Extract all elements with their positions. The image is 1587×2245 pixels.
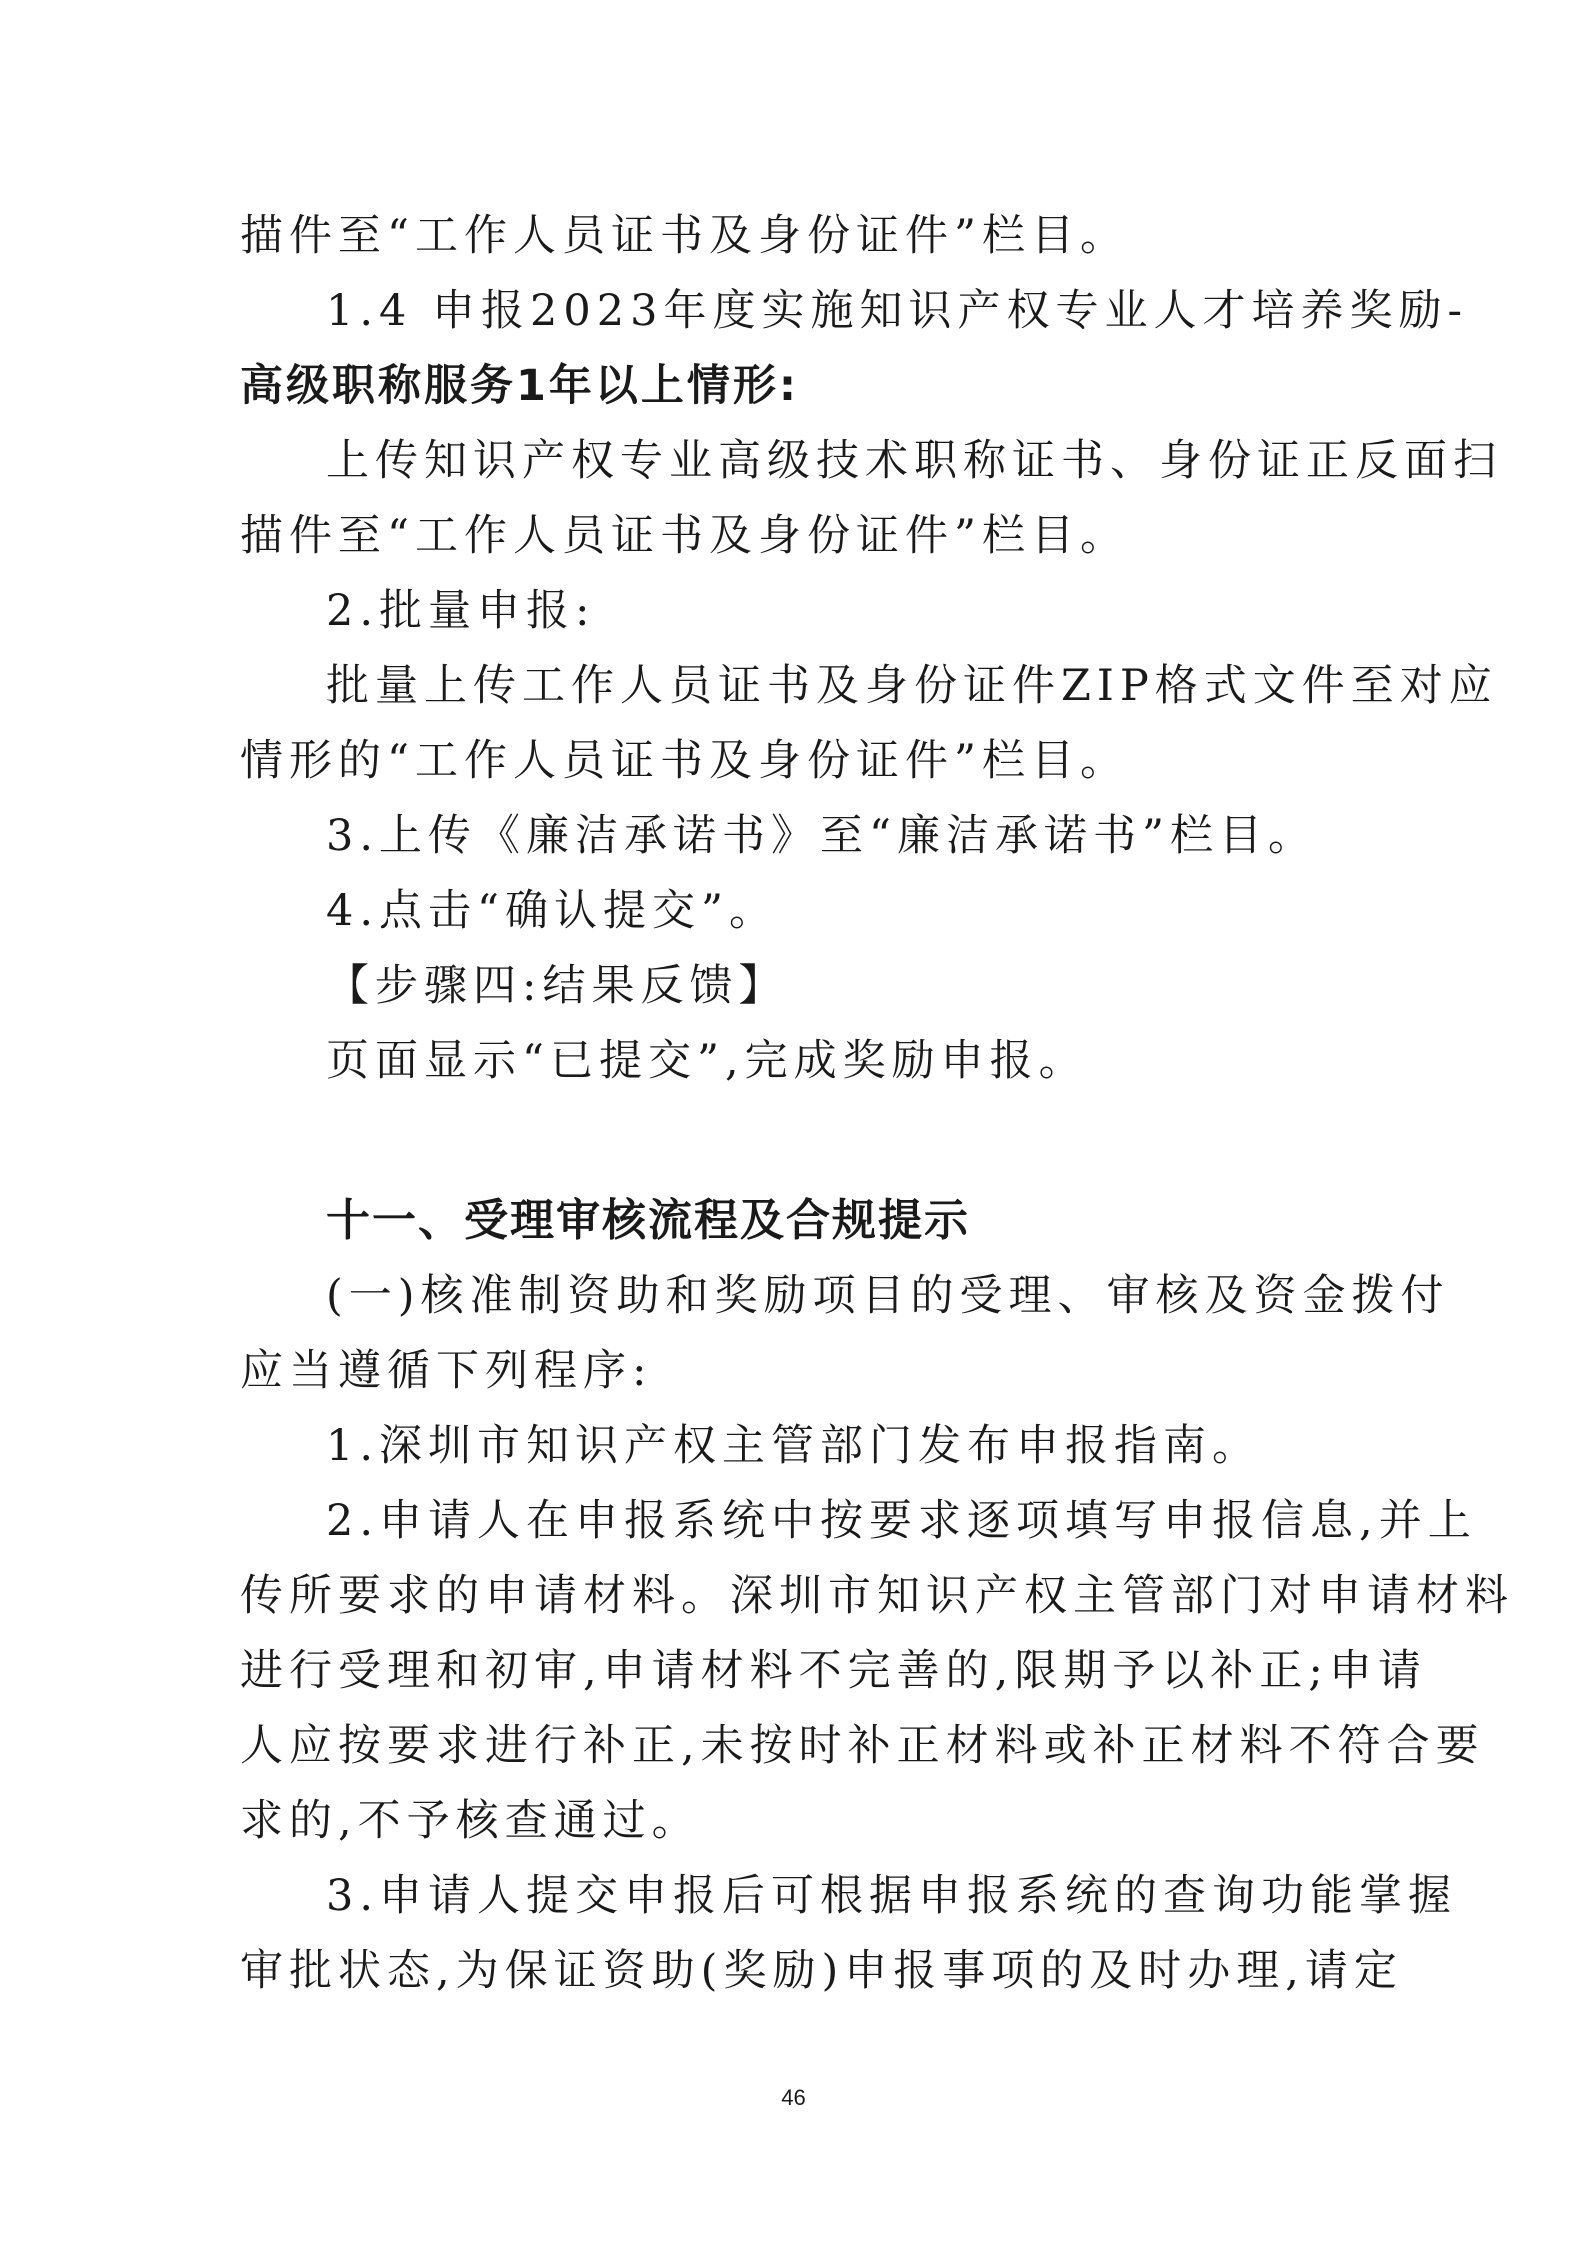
text-line: 4.点击“确认提交”。: [326, 886, 778, 936]
step-heading: 【步骤四:结果反馈】: [326, 961, 788, 1011]
text-line: 传所要求的申请材料。深圳市知识产权主管部门对申请材料: [240, 1571, 1514, 1621]
text-line: 审批状态,为保证资助(奖励)申报事项的及时办理,请定: [240, 1946, 1403, 1996]
text-line: 页面显示“已提交”,完成奖励申报。: [326, 1036, 1088, 1086]
text-line: 进行受理和初审,申请材料不完善的,限期予以补正;申请: [240, 1646, 1427, 1696]
text-line: 上传知识产权专业高级技术职称证书、身份证正反面扫: [326, 436, 1502, 486]
text-line: 2.批量申报:: [326, 586, 596, 636]
section-heading: 十一、受理审核流程及合规提示: [326, 1195, 970, 1246]
text-line: 人应按要求进行补正,未按时补正材料或补正材料不符合要: [240, 1721, 1485, 1771]
text-line: 应当遵循下列程序:: [240, 1346, 653, 1396]
text-line: 1.4 申报2023年度实施知识产权专业人才培养奖励-: [326, 286, 1469, 336]
text-line: (一)核准制资助和奖励项目的受理、审核及资金拨付: [326, 1271, 1450, 1321]
text-line: 批量上传工作人员证书及身份证件ZIP格式文件至对应: [326, 661, 1498, 711]
subheading-line: 高级职称服务1年以上情形:: [240, 361, 800, 411]
page-number: 46: [781, 2085, 806, 2110]
text-line: 描件至“工作人员证书及身份证件”栏目。: [240, 511, 1129, 561]
text-line: 3.上传《廉洁承诺书》至“廉洁承诺书”栏目。: [326, 811, 1317, 861]
text-line: 1.深圳市知识产权主管部门发布申报指南。: [326, 1421, 1262, 1471]
text-line: 描件至“工作人员证书及身份证件”栏目。: [240, 211, 1129, 261]
text-line: 情形的“工作人员证书及身份证件”栏目。: [240, 736, 1129, 786]
text-line: 3.申请人提交申报后可根据申报系统的查询功能掌握: [326, 1871, 1458, 1921]
text-line: 2.申请人在申报系统中按要求逐项填写申报信息,并上: [326, 1496, 1477, 1546]
text-line: 求的,不予核查通过。: [240, 1796, 701, 1846]
